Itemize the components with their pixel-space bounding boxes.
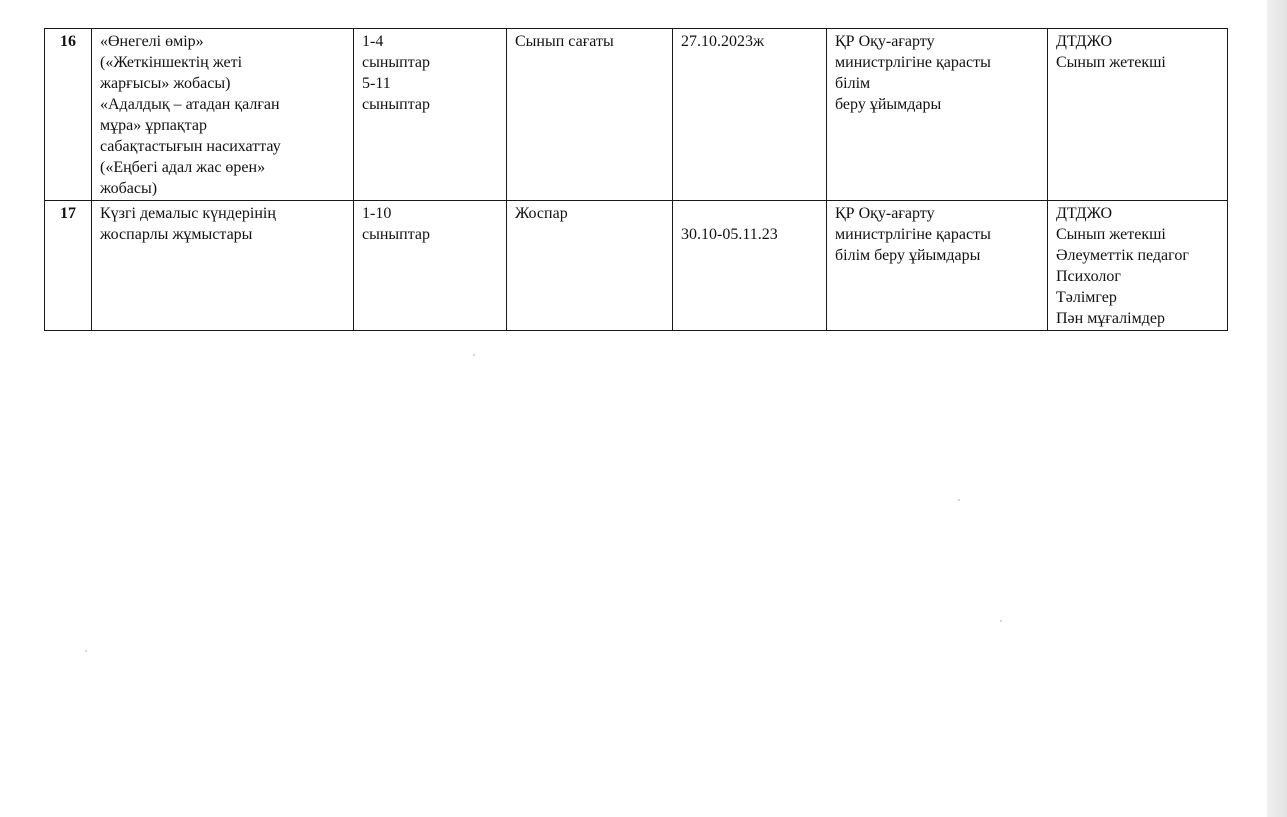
- grades-cell: [354, 201, 507, 331]
- scope-cell: [827, 201, 1048, 331]
- grades-line: 1-10: [362, 205, 392, 222]
- scope-line: ҚР Оқу-ағарту: [835, 205, 935, 222]
- grades-cell: [354, 29, 507, 201]
- scope-line: ҚР Оқу-ағарту: [835, 33, 935, 50]
- scope-line: білім беру ұйымдары: [835, 247, 981, 264]
- grades-line: сыныптар: [362, 96, 431, 113]
- form-cell: Жоспар: [507, 201, 673, 331]
- date-spacer: [681, 203, 818, 224]
- responsible-line: Сынып жетекші: [1056, 226, 1166, 243]
- date-cell: 27.10.2023ж: [673, 29, 827, 201]
- scope-line: білім: [835, 75, 871, 92]
- event-title-line: жарғысы» жобасы): [100, 75, 231, 92]
- responsible-line: Әлеуметтік педагог: [1056, 247, 1189, 264]
- event-title-cell: [92, 29, 354, 201]
- form-cell: Сынып сағаты: [507, 29, 673, 201]
- grades-line: 5-11: [362, 75, 391, 92]
- scan-speck: [1000, 620, 1002, 622]
- scope-line: министрлігіне қарасты: [835, 226, 991, 243]
- event-title-cell: [92, 201, 354, 331]
- event-title-line: жобасы): [100, 180, 158, 197]
- responsible-line: Сынып жетекші: [1056, 54, 1166, 71]
- scan-speck: [85, 650, 87, 652]
- row-number: 16: [45, 29, 92, 201]
- scope-line: беру ұйымдары: [835, 96, 942, 113]
- event-title-line: сабақтастығын насихаттау: [100, 138, 281, 155]
- grades-line: 1-4: [362, 33, 384, 50]
- date-value: 30.10-05.11.23: [681, 226, 778, 243]
- responsible-line: ДТДЖО: [1056, 33, 1113, 50]
- responsible-line: Психолог: [1056, 268, 1121, 285]
- event-title-line: «Адалдық – атадан қалған: [100, 96, 280, 113]
- responsible-cell: [1048, 201, 1228, 331]
- table-row: [45, 201, 1228, 331]
- responsible-line: ДТДЖО: [1056, 205, 1113, 222]
- event-title-line: «Өнегелі өмір»: [100, 33, 204, 50]
- responsible-line: Пән мұғалімдер: [1056, 310, 1165, 327]
- scan-speck: [473, 354, 475, 356]
- table-row: [45, 29, 1228, 201]
- event-title-line: («Жеткіншектің жеті: [100, 54, 243, 71]
- responsible-cell: [1048, 29, 1228, 201]
- event-title-line: Күзгі демалыс күндерінің: [100, 205, 276, 222]
- responsible-line: Тәлімгер: [1056, 289, 1117, 306]
- page-edge-shadow: [1267, 0, 1287, 817]
- grades-line: сыныптар: [362, 54, 431, 71]
- scope-cell: [827, 29, 1048, 201]
- event-title-line: («Еңбегі адал жас өрен»: [100, 159, 266, 176]
- event-title-line: жоспарлы жұмыстары: [100, 226, 253, 243]
- event-title-line: мұра» ұрпақтар: [100, 117, 207, 134]
- event-plan-table: [44, 28, 1228, 331]
- scope-line: министрлігіне қарасты: [835, 54, 991, 71]
- date-cell: [673, 201, 827, 331]
- row-number: 17: [45, 201, 92, 331]
- scan-speck: [958, 499, 960, 501]
- grades-line: сыныптар: [362, 226, 431, 243]
